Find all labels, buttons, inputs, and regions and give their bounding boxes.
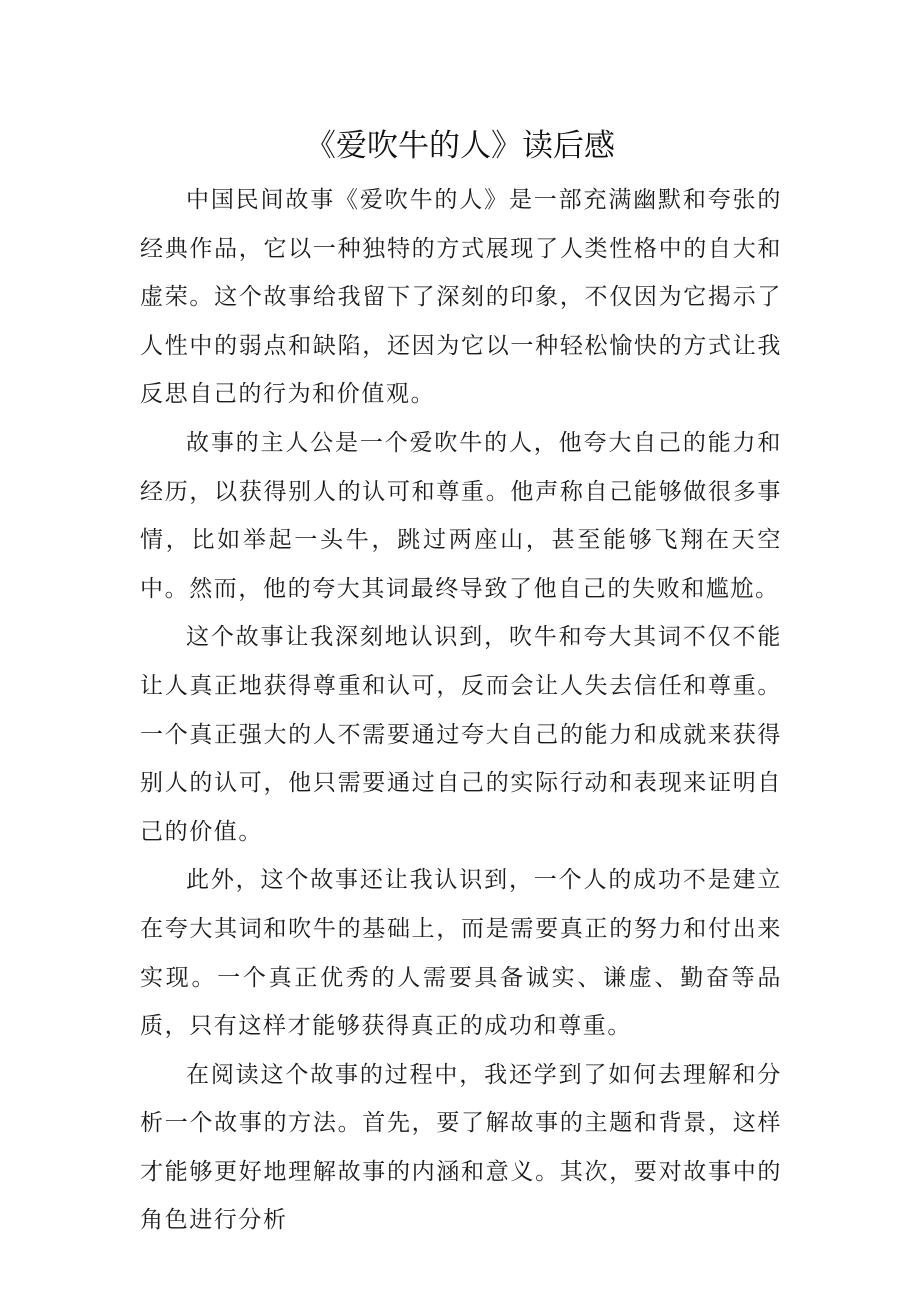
paragraph-2: 故事的主人公是一个爱吹牛的人，他夸大自己的能力和经历，以获得别人的认可和尊重。他声称自己能够做很多事情，比如举起一头牛，跳过两座山，甚至能够飞翔在天空中。然而，他的夸大其词最终导致了他自己的失败和尴尬。 bbox=[140, 429, 782, 602]
paragraph-5: 在阅读这个故事的过程中，我还学到了如何去理解和分析一个故事的方法。首先，要了解故事的主题和背景，这样才能够更好地理解故事的内涵和意义。其次，要对故事中的角色进行分析 bbox=[140, 1061, 782, 1234]
paragraph-3: 这个故事让我深刻地认识到，吹牛和夸大其词不仅不能让人真正地获得尊重和认可，反而会让人失去信任和尊重。一个真正强大的人不需要通过夸大自己的能力和成就来获得别人的认可，他只需要通过自己的实际行动和表现来证明自己的价值。 bbox=[140, 624, 782, 845]
document-title: 《爱吹牛的人》读后感 bbox=[305, 128, 615, 164]
document-body bbox=[140, 176, 782, 1245]
paragraph-1: 中国民间故事《爱吹牛的人》是一部充满幽默和夸张的经典作品，它以一种独特的方式展现了人类性格中的自大和虚荣。这个故事给我留下了深刻的印象，不仅因为它揭示了人性中的弱点和缺陷，还因为它以一种轻松愉快的方式让我反思自己的行为和价值观。 bbox=[140, 187, 782, 408]
paragraph-4: 此外，这个故事还让我认识到，一个人的成功不是建立在夸大其词和吹牛的基础上，而是需要真正的努力和付出来实现。一个真正优秀的人需要具备诚实、谦虚、勤奋等品质，只有这样才能够获得真正的成功和尊重。 bbox=[140, 867, 782, 1040]
